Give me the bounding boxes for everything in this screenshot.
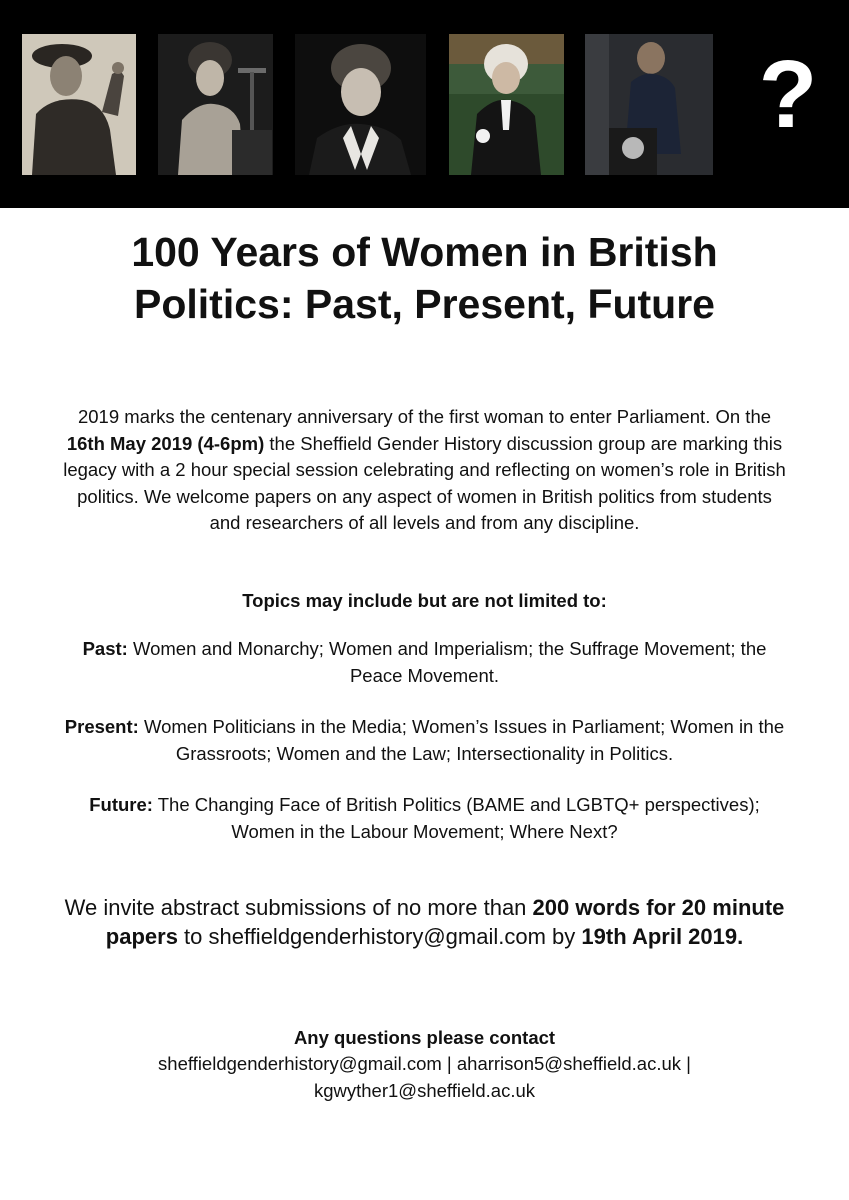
politician-at-microphone-photo	[158, 34, 273, 175]
topic-present-label: Present:	[64, 716, 139, 737]
topic-future-text: The Changing Face of British Politics (BAME and LGBTQ+ perspectives); Women in the Labour Movement; Where Next?	[152, 794, 760, 842]
speaker-of-house-photo	[449, 34, 564, 175]
intro-paragraph	[60, 404, 789, 537]
invite-text-a: We invite abstract submissions of no more than	[64, 895, 533, 920]
topic-past-text: Women and Monarchy; Women and Imperialism; the Suffrage Movement; the Peace Movement.	[127, 638, 767, 686]
title-line-1: 100 Years of Women in British	[131, 229, 718, 275]
contact-heading: Any questions please contact	[293, 1027, 556, 1048]
invite-paragraph	[60, 893, 789, 951]
topic-past	[60, 636, 789, 689]
prime-minister-speaking-photo	[295, 34, 426, 175]
photo-banner	[0, 0, 849, 208]
invite-deadline: 19th April 2019.	[581, 924, 744, 949]
invite-text-b: to sheffieldgenderhistory@gmail.com by	[177, 924, 582, 949]
topic-past-label: Past:	[82, 638, 128, 659]
topic-present	[60, 714, 789, 767]
contact-emails	[60, 1051, 789, 1104]
event-date: 16th May 2019 (4-6pm)	[66, 432, 265, 454]
title-line-2: Politics: Past, Present, Future	[134, 281, 715, 327]
contact-line-2: kgwyther1@sheffield.ac.uk	[313, 1079, 536, 1101]
topic-future	[60, 792, 789, 845]
topic-present-text: Women Politicians in the Media; Women’s Issues in Parliament; Women in the Grassroots; Women and the Law; Intersectionality in Politics.	[138, 716, 785, 764]
question-mark: ?	[758, 41, 818, 148]
page-title	[40, 226, 809, 330]
invite-word-limit: 200 words for 20 minute papers	[105, 895, 785, 949]
topic-future-label: Future:	[89, 794, 153, 815]
suffragette-portrait-photo	[22, 34, 136, 175]
contact-line-1: sheffieldgenderhistory@gmail.com | aharrison5@sheffield.ac.uk |	[158, 1053, 691, 1074]
prime-minister-at-lectern-photo	[585, 34, 713, 175]
topics-heading: Topics may include but are not limited to:	[242, 590, 607, 611]
intro-text-a: 2019 marks the centenary anniversary of the first woman to enter Parliament. On the	[77, 406, 772, 427]
intro-text-b: the Sheffield Gender History discussion group are marking this legacy with a 2 hour special session celebrating and reflecting on women’s role in British politics. We welcome papers on any aspect of women in British politics from students and researchers of all levels and from any discipline.	[63, 432, 786, 533]
